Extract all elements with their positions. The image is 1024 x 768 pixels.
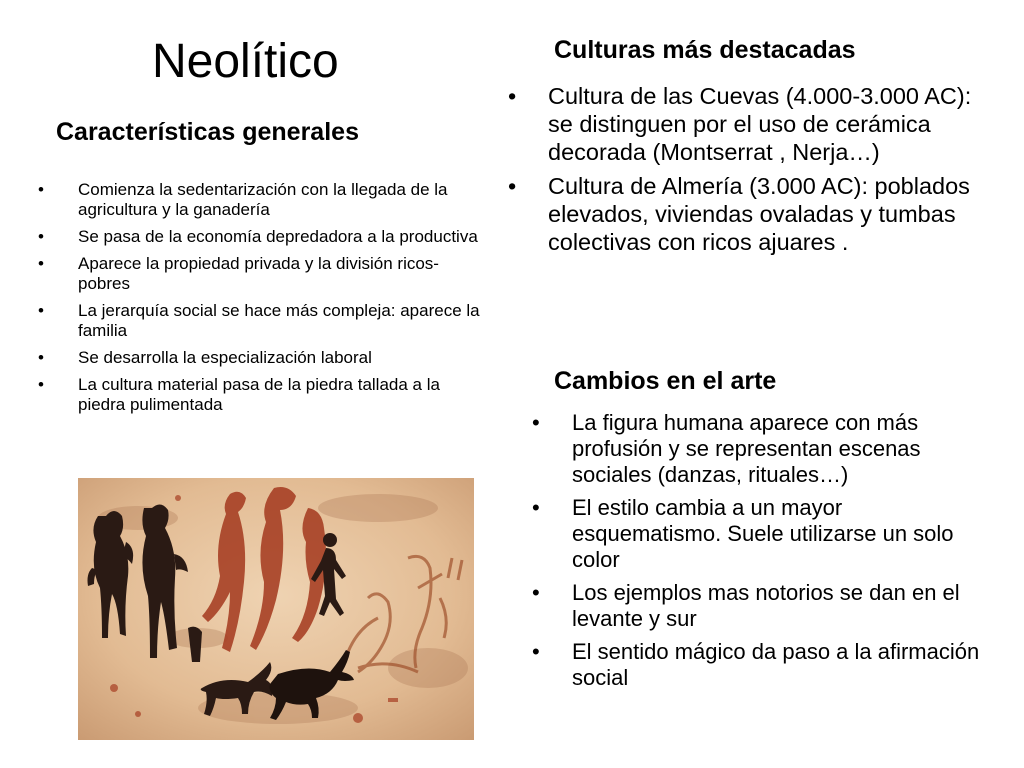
list-item: • Se pasa de la economía depredadora a la productiva bbox=[38, 227, 478, 246]
bullet-icon: • bbox=[38, 180, 44, 199]
bullet-icon: • bbox=[532, 495, 540, 520]
bullet-icon: • bbox=[508, 173, 517, 199]
bullet-icon: • bbox=[38, 254, 44, 273]
bullet-icon: • bbox=[532, 410, 540, 435]
bullet-icon: • bbox=[38, 348, 44, 367]
list-item: • La jerarquía social se hace más compleja: aparece la familia bbox=[38, 301, 480, 340]
art-changes-heading: Cambios en el arte bbox=[554, 367, 777, 395]
bullet-icon: • bbox=[508, 83, 517, 109]
cultures-list bbox=[508, 82, 993, 262]
bullet-icon: • bbox=[38, 375, 44, 394]
list-item: • Se desarrolla la especialización laboral bbox=[38, 348, 372, 367]
list-item: • Comienza la sedentarización con la llegada de la agricultura y la ganadería bbox=[38, 180, 448, 219]
list-item: • Los ejemplos mas notorios se dan en el levante y sur bbox=[532, 580, 960, 631]
slide-title: Neolítico bbox=[152, 35, 339, 88]
list-item: • El estilo cambia a un mayor esquematismo. Suele utilizarse un solo color bbox=[532, 495, 954, 572]
cave-painting-image bbox=[78, 478, 474, 740]
bullet-icon: • bbox=[38, 301, 44, 320]
bullet-icon: • bbox=[532, 580, 540, 605]
list-item: • Cultura de Almería (3.000 AC): poblados elevados, viviendas ovaladas y tumbas colectivas con ricos ajuares . bbox=[508, 173, 970, 255]
cultures-heading: Culturas más destacadas bbox=[554, 36, 856, 64]
list-item: • Cultura de las Cuevas (4.000-3.000 AC): se distinguen por el uso de cerámica decorada (Montserrat , Nerja…) bbox=[508, 83, 972, 165]
list-item: • La cultura material pasa de la piedra tallada a la piedra pulimentada bbox=[38, 375, 440, 414]
list-item: • La figura humana aparece con más profusión y se representan escenas sociales (danzas, rituales…) bbox=[532, 410, 921, 487]
list-item: • Aparece la propiedad privada y la división ricos-pobres bbox=[38, 254, 439, 293]
art-changes-list bbox=[532, 410, 994, 698]
general-characteristics-list bbox=[38, 180, 488, 422]
list-item: • El sentido mágico da paso a la afirmación social bbox=[532, 639, 980, 690]
bullet-icon: • bbox=[38, 227, 44, 246]
bullet-icon: • bbox=[532, 639, 540, 664]
general-characteristics-heading: Características generales bbox=[56, 118, 359, 146]
